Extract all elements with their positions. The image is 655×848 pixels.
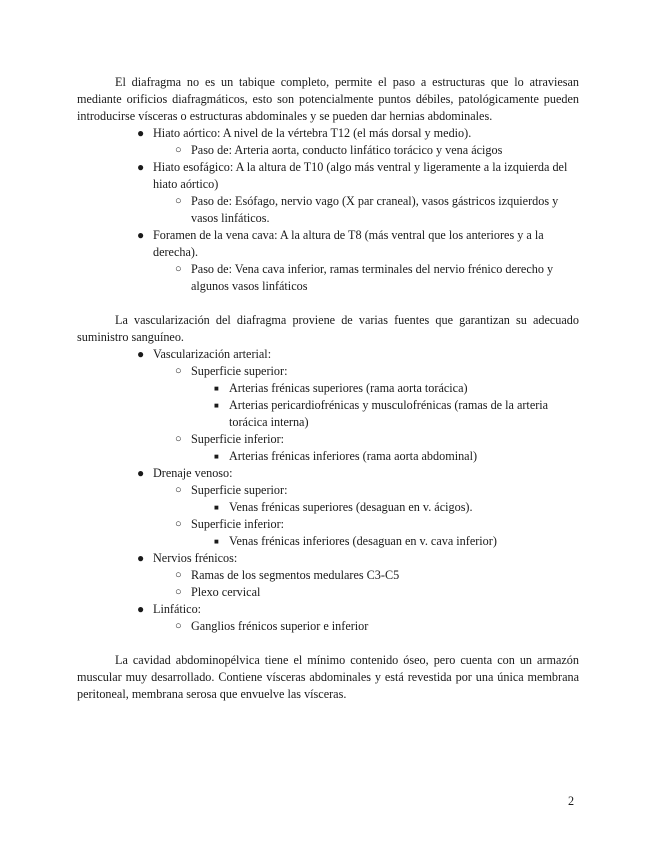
list-item-nerves: ● Nervios frénicos: — [137, 551, 238, 565]
list-item-venous: ● Drenaje venoso: — [137, 466, 233, 480]
page-body — [77, 74, 579, 703]
list-item-hiato-esofagico-paso: ○ Paso de: Esófago, nervio vago (X par craneal), vasos gástricos izquierdos y vasos linfáticos. — [175, 194, 559, 225]
list-item-hiato-aortico: ● Hiato aórtico: A nivel de la vértebra T12 (el más dorsal y medio). — [137, 126, 472, 140]
paragraph-vascularization: La vascularización del diafragma proviene de varias fuentes que garantizan su adecuado suministro sanguíneo. — [77, 313, 579, 344]
list-item-venous-superior: ○ Superficie superior: — [175, 483, 288, 497]
square-bullet-icon: ■ — [214, 503, 219, 512]
square-bullet-icon: ■ — [214, 401, 219, 410]
list-item-hiato-aortico-paso: ○ Paso de: Arteria aorta, conducto linfático torácico y vena ácigos — [175, 143, 503, 157]
list-item-lymph-1: ○ Ganglios frénicos superior e inferior — [175, 619, 369, 633]
bullet-icon: ● — [137, 228, 145, 242]
circle-bullet-icon: ○ — [175, 144, 182, 156]
list-item-arterial-inferior-1: ■ Arterias frénicas inferiores (rama aorta abdominal) — [214, 449, 478, 463]
bullet-icon: ● — [137, 347, 145, 361]
paragraph-abdominopelvic-cavity: La cavidad abdominopélvica tiene el mínimo contenido óseo, pero cuenta con un armazón muscular muy desarrollado. Contiene vísceras abdominales y está revestida por una única membrana peritoneal, membrana serosa que envuelve las vísceras. — [77, 653, 579, 701]
circle-bullet-icon: ○ — [175, 518, 182, 530]
square-bullet-icon: ■ — [214, 452, 219, 461]
list-item-arterial-superior-2: ■ Arterias pericardiofrénicas y musculofrénicas (ramas de la arteria torácica interna) — [214, 398, 549, 429]
circle-bullet-icon: ○ — [175, 195, 182, 207]
list-item-arterial: ● Vascularización arterial: — [137, 347, 272, 361]
circle-bullet-icon: ○ — [175, 433, 182, 445]
paragraph-diaphragm-openings: El diafragma no es un tabique completo, permite el paso a estructuras que lo atraviesan mediante orificios diafragmáticos, esto son potencialmente puntos débiles, patológicamente pueden introducirse vísceras o estructuras abdominales y se pueden dar hernias abdominales. — [77, 75, 579, 123]
bullet-icon: ● — [137, 551, 145, 565]
circle-bullet-icon: ○ — [175, 586, 182, 598]
bullet-icon: ● — [137, 602, 145, 616]
orifice-list — [77, 125, 579, 295]
list-item-arterial-superior-1: ■ Arterias frénicas superiores (rama aorta torácica) — [214, 381, 468, 395]
list-item-venous-inferior-1: ■ Venas frénicas inferiores (desaguan en v. cava inferior) — [214, 534, 497, 548]
list-item-arterial-inferior: ○ Superficie inferior: — [175, 432, 285, 446]
page-number: 2 — [568, 794, 575, 808]
circle-bullet-icon: ○ — [175, 620, 182, 632]
list-item-nerves-1: ○ Ramas de los segmentos medulares C3-C5 — [175, 568, 400, 582]
circle-bullet-icon: ○ — [175, 484, 182, 496]
bullet-icon: ● — [137, 126, 145, 140]
list-item-venous-superior-1: ■ Venas frénicas superiores (desaguan en v. ácigos). — [214, 500, 473, 514]
list-item-foramen-vena-cava: ● Foramen de la vena cava: A la altura de T8 (más ventral que los anteriores y a la derecha). — [137, 228, 544, 259]
square-bullet-icon: ■ — [214, 384, 219, 393]
bullet-icon: ● — [137, 466, 145, 480]
vascularization-list — [77, 346, 579, 635]
list-item-foramen-vena-cava-paso: ○ Paso de: Vena cava inferior, ramas terminales del nervio frénico derecho y algunos vasos linfáticos — [175, 262, 554, 293]
list-item-venous-inferior: ○ Superficie inferior: — [175, 517, 285, 531]
circle-bullet-icon: ○ — [175, 263, 182, 275]
list-item-arterial-superior: ○ Superficie superior: — [175, 364, 288, 378]
bullet-icon: ● — [137, 160, 145, 174]
list-item-hiato-esofagico: ● Hiato esofágico: A la altura de T10 (algo más ventral y ligeramente a la izquierda del hiato aórtico) — [137, 160, 568, 191]
circle-bullet-icon: ○ — [175, 365, 182, 377]
circle-bullet-icon: ○ — [175, 569, 182, 581]
list-item-nerves-2: ○ Plexo cervical — [175, 585, 261, 599]
square-bullet-icon: ■ — [214, 537, 219, 546]
list-item-lymph: ● Linfático: — [137, 602, 202, 616]
